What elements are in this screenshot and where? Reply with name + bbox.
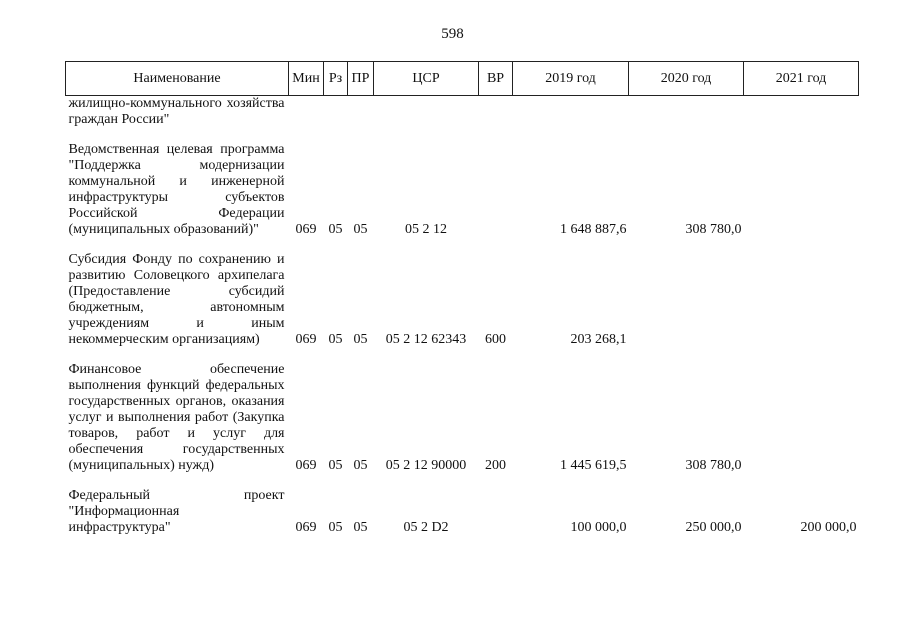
header-name: Наименование <box>66 62 289 96</box>
row-pr: 05 <box>353 458 368 473</box>
row-name: Федеральный проект "Информационная инфраструктура" <box>68 488 285 535</box>
row-2019: 1 445 619,5 <box>560 458 627 473</box>
row-name: Финансовое обеспечение выполнения функций федеральных государственных органов, оказания услуг и выполнения работ (Закупка товаров, работ и услуг для обеспечения государственных (муниципальных) нужд) <box>68 362 285 473</box>
row-min: 069 <box>295 332 317 347</box>
row-2019: 1 648 887,6 <box>560 222 627 237</box>
table-header-row <box>66 62 859 96</box>
table-row <box>66 96 859 129</box>
row-csr: 05 2 12 62343 <box>385 332 467 347</box>
row-pr: 05 <box>353 332 368 347</box>
row-rz: 05 <box>328 222 343 237</box>
row-rz: 05 <box>328 332 343 347</box>
row-2021: 200 000,0 <box>800 520 857 535</box>
header-min: Мин <box>289 62 324 96</box>
row-min <box>289 96 324 129</box>
row-vr <box>479 142 513 238</box>
row-2020 <box>629 252 744 348</box>
row-min: 069 <box>295 458 317 473</box>
row-name: жилищно-коммунального хозяйства граждан России" <box>68 96 285 127</box>
row-2020 <box>629 96 744 129</box>
header-rz: Рз <box>324 62 348 96</box>
row-2021 <box>744 362 859 474</box>
row-vr <box>479 96 513 129</box>
table-row <box>66 142 859 238</box>
row-2021 <box>744 142 859 238</box>
header-2021: 2021 год <box>744 62 859 96</box>
row-rz: 05 <box>328 520 343 535</box>
page-number: 598 <box>441 26 464 42</box>
row-rz <box>324 96 348 129</box>
row-csr: 05 2 12 90000 <box>385 458 467 473</box>
row-name: Субсидия Фонду по сохранению и развитию Соловецкого архипелага (Предоставление субсидий бюджетным, автономным учреждениям и иным некоммерческим организациям) <box>68 252 285 347</box>
row-rz: 05 <box>328 458 343 473</box>
row-csr: 05 2 12 <box>405 222 447 237</box>
row-2020: 250 000,0 <box>685 520 742 535</box>
row-2019: 203 268,1 <box>570 332 627 347</box>
row-csr <box>374 96 479 129</box>
row-2019 <box>513 96 629 129</box>
row-2021 <box>744 96 859 129</box>
row-pr: 05 <box>353 222 368 237</box>
row-vr: 200 <box>485 458 506 473</box>
header-csr: ЦСР <box>374 62 479 96</box>
header-2020: 2020 год <box>629 62 744 96</box>
header-2019: 2019 год <box>513 62 629 96</box>
budget-table <box>65 61 859 536</box>
row-2021 <box>744 252 859 348</box>
header-pr: ПР <box>348 62 374 96</box>
row-name: Ведомственная целевая программа "Поддержка модернизации коммунальной и инженерной инфраструктуры субъектов Российской Федерации (муниципальных образований)" <box>68 142 285 237</box>
row-pr <box>348 96 374 129</box>
row-2020: 308 780,0 <box>685 222 742 237</box>
header-vr: ВР <box>479 62 513 96</box>
row-vr <box>479 488 513 536</box>
row-pr: 05 <box>353 520 368 535</box>
table-row <box>66 252 859 348</box>
row-min: 069 <box>295 520 317 535</box>
table-row <box>66 488 859 536</box>
row-min: 069 <box>295 222 317 237</box>
row-2019: 100 000,0 <box>570 520 627 535</box>
row-2020: 308 780,0 <box>685 458 742 473</box>
row-vr: 600 <box>485 332 506 347</box>
row-csr: 05 2 D2 <box>403 520 449 535</box>
table-row <box>66 362 859 474</box>
